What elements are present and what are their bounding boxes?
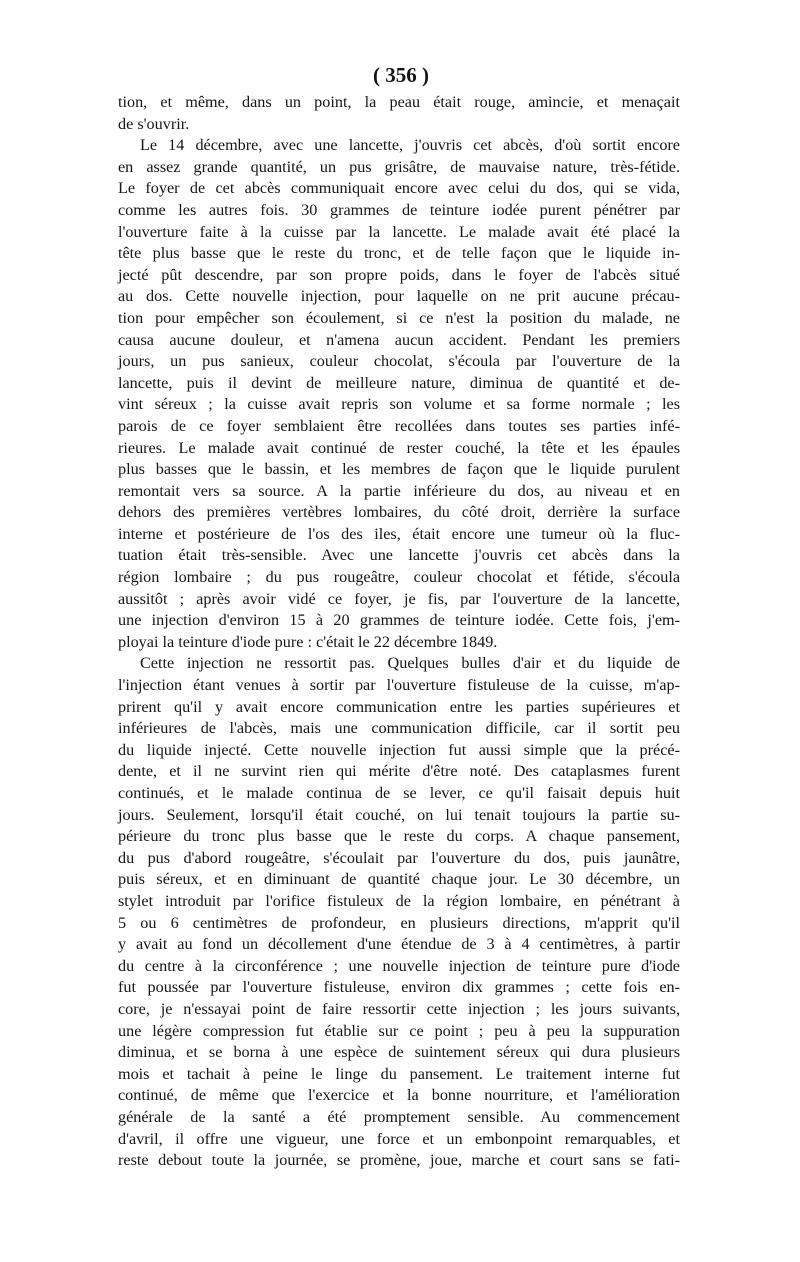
text-line: dente, et il ne survint rien qui mérite d'être noté. Des cataplasmes furent: [118, 762, 680, 781]
text-line: diminua, et se borna à une espèce de suintement séreux qui dura plusieurs: [118, 1043, 680, 1062]
text-line: lancette, puis il devint de meilleure nature, diminua de quantité et de-: [118, 373, 680, 392]
text-line: jours, un pus sanieux, couleur chocolat, s'écoula par l'ouverture de la: [118, 352, 680, 371]
text-line: une légère compression fut établie sur ce point ; peu à peu la suppuration: [118, 1021, 680, 1040]
text-line: comme les autres fois. 30 grammes de teinture iodée purent pénétrer par: [118, 200, 680, 219]
text-line: causa aucune douleur, et n'amena aucun accident. Pendant les premiers: [118, 330, 680, 349]
book-page: [118, 60, 680, 1172]
text-line: tion pour empêcher son écoulement, si ce n'est la position du malade, ne: [118, 308, 680, 327]
text-line: interne et postérieure de l'os des iles, était encore une tumeur où la fluc-: [118, 524, 680, 543]
text-line: continué, de même que l'exercice et la bonne nourriture, et l'amélioration: [118, 1086, 680, 1105]
text-line: parois de ce foyer semblaient être recollées dans toutes ses parties infé-: [118, 416, 680, 435]
text-line: d'avril, il offre une vigueur, une force et un embonpoint remarquables, et: [118, 1129, 680, 1148]
text-line: dehors des premières vertèbres lombaires, du côté droit, derrière la surface: [118, 503, 680, 522]
text-line: plus basses que le bassin, et les membres de façon que le liquide purulent: [118, 460, 680, 479]
text-line: une injection d'environ 15 à 20 grammes de teinture iodée. Cette fois, j'em-: [118, 611, 680, 630]
text-line: tête plus basse que le reste du tronc, et de telle façon que le liquide in-: [118, 244, 680, 263]
text-line: reste debout toute la journée, se promène, joue, marche et court sans se fati-: [118, 1151, 680, 1170]
text-line: prirent qu'il y avait encore communication entre les parties supérieures et: [118, 697, 680, 716]
text-line: de s'ouvrir.: [118, 114, 190, 133]
text-line: l'ouverture faite à la cuisse par la lancette. Le malade avait été placé la: [118, 222, 680, 241]
text-line: Le 14 décembre, avec une lancette, j'ouvris cet abcès, d'où sortit encore: [140, 136, 680, 155]
text-line: mois et tachait à peine le linge du pansement. Le traitement interne fut: [118, 1064, 680, 1083]
text-line: fut poussée par l'ouverture fistuleuse, environ dix grammes ; cette fois en-: [118, 978, 680, 997]
text-line: 5 ou 6 centimètres de profondeur, en plusieurs directions, m'apprit qu'il: [118, 913, 680, 932]
text-line: aussitôt ; après avoir vidé ce foyer, je fis, par l'ouverture de la lancette,: [118, 589, 680, 608]
text-line: puis séreux, et en diminuant de quantité chaque jour. Le 30 décembre, un: [118, 870, 680, 889]
text-line: région lombaire ; du pus rougeâtre, couleur chocolat et fétide, s'écoula: [118, 568, 680, 587]
text-line: y avait au fond un décollement d'une étendue de 3 à 4 centimètres, à partir: [118, 935, 680, 954]
text-line: générale de la santé a été promptement sensible. Au commencement: [118, 1107, 680, 1126]
text-line: stylet introduit par l'orifice fistuleux de la région lombaire, en pénétrant à: [118, 891, 680, 910]
text-body: [118, 92, 680, 1172]
text-line: rieures. Le malade avait continué de rester couché, la tête et les épaules: [118, 438, 680, 457]
page-number: ( 356 ): [373, 63, 429, 87]
text-line: Cette injection ne ressortit pas. Quelques bulles d'air et du liquide de: [140, 654, 680, 673]
text-line: core, je n'essayai point de faire ressortir cette injection ; les jours suivants,: [118, 999, 680, 1018]
text-line: jours. Seulement, lorsqu'il était couché, on lui tenait toujours la partie su-: [118, 805, 680, 824]
text-line: ployai la teinture d'iode pure : c'était le 22 décembre 1849.: [118, 632, 498, 651]
text-line: inférieures de l'abcès, mais une communication difficile, car il sortit peu: [118, 719, 680, 738]
text-line: du pus d'abord rougeâtre, s'écoulait par l'ouverture du dos, puis jaunâtre,: [118, 848, 680, 867]
text-line: l'injection étant venues à sortir par l'ouverture fistuleuse de la cuisse, m'ap-: [118, 676, 680, 695]
text-line: du centre à la circonférence ; une nouvelle injection de teinture pure d'iode: [118, 956, 680, 975]
text-line: remontait vers sa source. A la partie inférieure du dos, au niveau et en: [118, 481, 680, 500]
text-line: périeure du tronc plus basse que le reste du corps. A chaque pansement,: [118, 827, 680, 846]
text-line: vint séreux ; la cuisse avait repris son volume et sa forme normale ; les: [118, 395, 680, 414]
text-line: du liquide injecté. Cette nouvelle injection fut aussi simple que la précé-: [118, 740, 680, 759]
text-line: au dos. Cette nouvelle injection, pour laquelle on ne prit aucune précau-: [118, 287, 680, 306]
text-line: jecté pût descendre, par son propre poids, dans le foyer de l'abcès situé: [118, 265, 680, 284]
text-line: tuation était très-sensible. Avec une lancette j'ouvris cet abcès dans la: [118, 546, 680, 565]
text-line: continués, et le malade continua de se lever, ce qu'il faisait depuis huit: [118, 784, 680, 802]
text-line: en assez grande quantité, un pus grisâtre, de mauvaise nature, très-fétide.: [118, 157, 680, 176]
text-line: tion, et même, dans un point, la peau était rouge, amincie, et menaçait: [118, 93, 680, 111]
text-line: Le foyer de cet abcès communiquait encore avec celui du dos, qui se vida,: [118, 179, 680, 198]
